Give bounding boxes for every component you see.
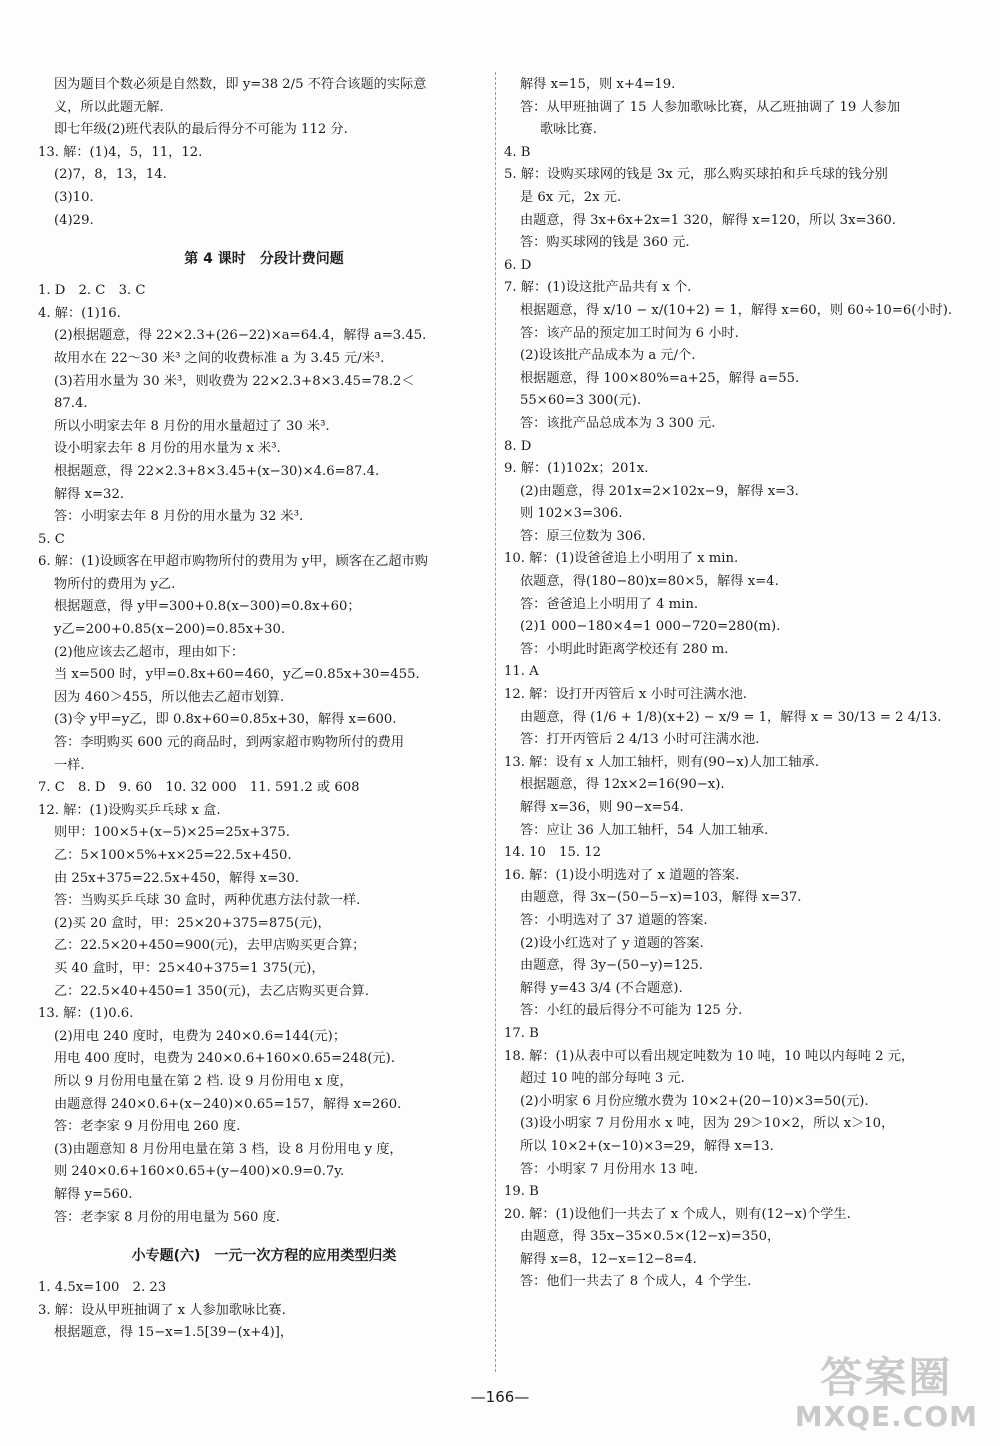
text-line: 根据题意，得 100×80%=a+25，解得 a=55.	[520, 370, 800, 386]
text-line: 4. 解：(1)16.	[38, 305, 121, 321]
text-line: 9. 解：(1)102x；201x.	[504, 461, 649, 477]
text-line: 答：小明家 7 月份用水 13 吨.	[520, 1161, 699, 1177]
text-line: 答：李明购买 600 元的商品时，到两家超市购物所付的费用	[54, 735, 405, 751]
text-line: 答：原三位数为 306.	[520, 528, 646, 544]
text-line: 用电 400 度时，电费为 240×0.6+160×0.65=248(元).	[54, 1051, 395, 1067]
section-heading-special-topic-6: 小专题(六) 一元一次方程的应用类型归类	[131, 1248, 397, 1265]
left-column	[38, 74, 490, 1345]
text-line: 12. 解：设打开丙管后 x 小时可注满水池.	[504, 687, 747, 703]
text-line: (2)根据题意，得 22×2.3+(26−22)×a=64.4，解得 a=3.45.	[54, 328, 427, 344]
text-line: (2)设该批产品成本为 a 元/个.	[520, 348, 696, 364]
left-block-3	[38, 1277, 490, 1345]
text-line: 依题意，得(180−80)x=80×5，解得 x=4.	[520, 574, 779, 590]
text-line: 由题意，得 3x−(50−5−x)=103，解得 x=37.	[520, 890, 802, 906]
text-line: 当 x=500 时，y甲=0.8x+60=460，y乙=0.85x+30=455.	[54, 667, 420, 683]
text-line: 答：应让 36 人加工轴杆，54 人加工轴承.	[520, 822, 769, 838]
text-line: 答：他们一共去了 8 个成人，4 个学生.	[520, 1274, 752, 1290]
text-line: 答：老李家 9 月份用电 260 度.	[54, 1119, 241, 1135]
text-line: 答：小明此时距离学校还有 280 m.	[520, 641, 729, 657]
text-line: 由 25x+375=22.5x+450，解得 x=30.	[54, 870, 300, 886]
text-line: 55×60=3 300(元).	[520, 393, 642, 409]
text-line: (3)10.	[54, 189, 94, 205]
text-line: 解得 y=560.	[54, 1186, 133, 1202]
text-line: 答：打开丙管后 2 4/13 小时可注满水池.	[520, 732, 760, 748]
watermark	[795, 1354, 978, 1432]
text-line: 13. 解：设有 x 人加工轴杆，则有(90−x)人加工轴承.	[504, 754, 819, 770]
text-line: 6. 解：(1)设顾客在甲超市购物所付的费用为 y甲，顾客在乙超市购	[38, 554, 428, 570]
text-line: 由题意，得 35x−35×0.5×(12−x)=350，	[520, 1229, 781, 1245]
text-line: (3)令 y甲=y乙，即 0.8x+60=0.85x+30，解得 x=600.	[54, 712, 397, 728]
text-line: 7. C 8. D 9. 60 10. 32 000 11. 591.2 或 608	[38, 780, 360, 796]
text-line: 13. 解：(1)4，5，11，12.	[38, 144, 203, 160]
text-line: 物所付的费用为 y乙.	[54, 576, 176, 592]
text-line: 由题意，得 3x+6x+2x=1 320，解得 x=120，所以 3x=360.	[520, 212, 896, 228]
text-line: 14. 10 15. 12	[504, 845, 602, 861]
text-line: 解得 x=32.	[54, 486, 125, 502]
text-line: (2)买 20 盒时，甲：25×20+375=875(元)，	[54, 915, 331, 931]
text-line: 根据题意，得 y甲=300+0.8(x−300)=0.8x+60；	[54, 599, 361, 615]
text-line: 乙：22.5×40+450=1 350(元)，去乙店购买更合算.	[54, 983, 369, 999]
text-line: 买 40 盒时，甲：25×40+375=1 375(元)，	[54, 960, 325, 976]
text-line: (2)由题意，得 201x=2×102x−9，解得 x=3.	[520, 483, 799, 499]
text-line: 由题意得 240×0.6+(x−240)×0.65=157，解得 x=260.	[54, 1096, 402, 1112]
text-line: 因为 460＞455，所以他去乙超市划算.	[54, 689, 285, 705]
text-line: 一样.	[54, 757, 85, 773]
text-line: 即七年级(2)班代表队的最后得分不可能为 112 分.	[54, 122, 348, 138]
text-line: (3)若用水量为 30 米³，则收费为 22×2.3+8×3.45=78.2＜	[54, 373, 415, 389]
text-line: 答：购买球网的钱是 360 元.	[520, 235, 690, 251]
text-line: (3)设小明家 7 月份用水 x 吨，因为 29＞10×2，所以 x＞10，	[520, 1116, 895, 1132]
text-line: 则 240×0.6+160×0.65+(y−400)×0.9=0.7y.	[54, 1164, 345, 1180]
text-line: (4)29.	[54, 212, 94, 228]
watermark-url: MXQE.COM	[794, 1400, 978, 1433]
text-line: 18. 解：(1)从表中可以看出规定吨数为 10 吨，10 吨以内每吨 2 元，	[504, 1048, 915, 1064]
text-line: 12. 解：(1)设购买乒乓球 x 盒.	[38, 802, 221, 818]
section-heading-lesson-4: 第 4 课时 分段计费问题	[184, 251, 344, 268]
text-line: 由题意，得 3y−(50−y)=125.	[520, 958, 704, 974]
text-line: 3. 解：设从甲班抽调了 x 人参加歌咏比赛.	[38, 1302, 286, 1318]
text-line: 答：小明家去年 8 月份的用水量为 32 米³.	[54, 509, 304, 525]
text-line: y乙=200+0.85(x−200)=0.85x+30.	[54, 622, 286, 638]
text-line: 答：该批产品总成本为 3 300 元.	[520, 415, 716, 431]
page-number: —166—	[470, 1388, 530, 1406]
text-line: (2)1 000−180×4=1 000−720=280(m).	[520, 619, 781, 635]
text-line: 根据题意，得 22×2.3+8×3.45+(x−30)×4.6=87.4.	[54, 463, 380, 479]
text-line: 所以小明家去年 8 月份的用水量超过了 30 米³.	[54, 418, 330, 434]
text-line: 解得 x=15，则 x+4=19.	[520, 77, 676, 92]
text-line: 根据题意，得 x/10 − x/(10+2) = 1，解得 x=60，则 60÷10=6(小时).	[520, 302, 953, 318]
text-line: 17. B	[504, 1025, 539, 1041]
text-line: 由题意，得 (1/6 + 1/8)(x+2) − x/9 = 1，解得 x = 30/13 = 2 4/13.	[520, 709, 942, 725]
left-block-2	[38, 280, 490, 1229]
text-line: 19. B	[504, 1184, 539, 1200]
text-line: 是 6x 元，2x 元.	[520, 189, 622, 205]
text-line: (2)他应该去乙超市，理由如下：	[54, 644, 245, 660]
text-line: (2)7，8，13，14.	[54, 167, 167, 183]
text-line: 7. 解：(1)设这批产品共有 x 个.	[504, 280, 692, 296]
text-line: 因为题目个数必须是自然数，即 y=38 2/5 不符合该题的实际意	[54, 77, 427, 92]
text-line: 20. 解：(1)设他们一共去了 x 个成人，则有(12−x)个学生.	[504, 1206, 851, 1222]
text-line: (2)用电 240 度时，电费为 240×0.6=144(元)；	[54, 1028, 347, 1044]
text-line: 答：爸爸追上小明用了 4 min.	[520, 596, 699, 612]
text-line: 所以 9 月份用电量在第 2 档. 设 9 月份用电 x 度，	[54, 1073, 353, 1089]
text-line: 解得 x=8，12−x=12−8=4.	[520, 1251, 697, 1267]
text-line: 解得 y=43 3/4 (不合题意).	[520, 980, 683, 996]
text-line: 答：小明选对了 37 道题的答案.	[520, 912, 708, 928]
text-line: 解得 x=36，则 90−x=54.	[520, 800, 684, 815]
column-divider	[495, 72, 496, 1372]
text-line: 8. D	[504, 438, 532, 454]
text-line: 则 102×3=306.	[520, 506, 623, 522]
text-line: 则甲：100×5+(x−5)×25=25x+375.	[54, 825, 290, 841]
watermark-logo: 答案圈	[820, 1353, 953, 1402]
text-line: 所以 10×2+(x−10)×3=29，解得 x=13.	[520, 1138, 774, 1154]
text-line: 超过 10 吨的部分每吨 3 元.	[520, 1071, 685, 1087]
text-line: 答：小红的最后得分不可能为 125 分.	[520, 1003, 743, 1019]
text-line: 87.4.	[54, 396, 88, 412]
text-line: 4. B	[504, 144, 531, 160]
text-line: 歌咏比赛.	[540, 122, 597, 138]
text-line: 乙：22.5×20+450=900(元)，去甲店购买更合算；	[54, 938, 366, 954]
text-line: 13. 解：(1)0.6.	[38, 1006, 134, 1022]
text-line: 16. 解：(1)设小明选对了 x 道题的答案.	[504, 867, 740, 883]
text-line: 11. A	[504, 664, 539, 680]
text-line: 根据题意，得 12x×2=16(90−x).	[520, 777, 725, 793]
text-line: (3)由题意知 8 月份用电量在第 3 档，设 8 月份用电 y 度，	[54, 1141, 403, 1157]
text-line: 5. C	[38, 531, 65, 547]
text-line: 答：从甲班抽调了 15 人参加歌咏比赛，从乙班抽调了 19 人参加	[520, 99, 901, 115]
text-line: 1. 4.5x=100 2. 23	[38, 1280, 167, 1296]
text-line: 答：当购买乒乓球 30 盒时，两种优惠方法付款一样.	[54, 893, 361, 909]
text-line: 1. D 2. C 3. C	[38, 283, 146, 299]
text-line: 义，所以此题无解.	[54, 99, 164, 115]
text-line: 乙：5×100×5%+x×25=22.5x+450.	[54, 848, 292, 863]
text-line: (2)小明家 6 月份应缴水费为 10×2+(20−10)×3=50(元).	[520, 1093, 869, 1109]
text-line: 10. 解：(1)设爸爸追上小明用了 x min.	[504, 551, 739, 567]
text-line: 答：该产品的预定加工时间为 6 小时.	[520, 325, 739, 341]
left-block-1	[38, 74, 490, 232]
text-line: (2)设小红选对了 y 道题的答案.	[520, 935, 704, 951]
text-line: 设小明家去年 8 月份的用水量为 x 米³.	[54, 441, 281, 457]
text-line: 答：老李家 8 月份的用电量为 560 度.	[54, 1209, 280, 1225]
text-line: 5. 解：设购买球网的钱是 3x 元，那么购买球拍和乒乓球的钱分别	[504, 167, 888, 183]
text-line: 6. D	[504, 257, 532, 273]
right-column	[504, 74, 974, 1294]
text-line: 根据题意，得 15−x=1.5[39−(x+4)]，	[54, 1325, 294, 1341]
text-line: 故用水在 22～30 米³ 之间的收费标准 a 为 3.45 元/米³.	[54, 350, 385, 366]
